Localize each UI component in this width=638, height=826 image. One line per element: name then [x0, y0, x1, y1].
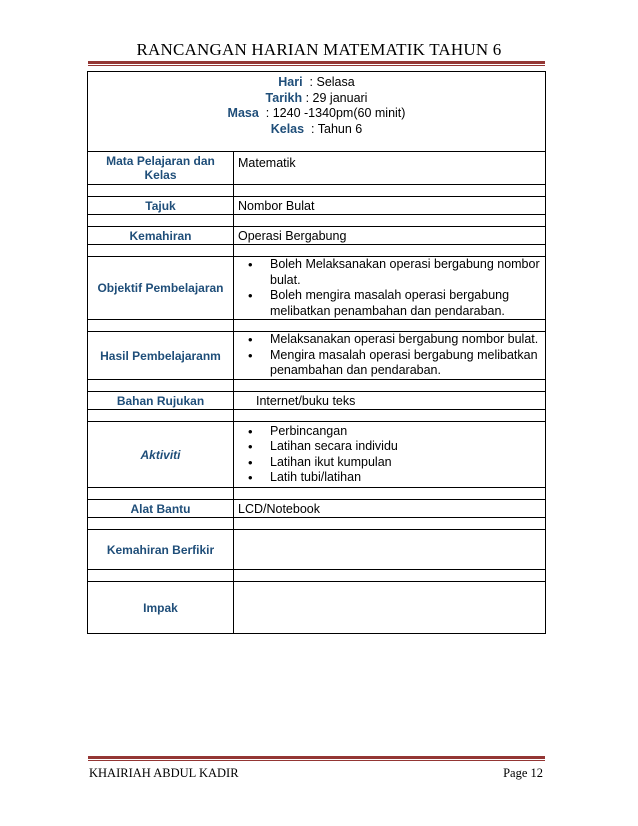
kelas-label: Kelas	[270, 121, 305, 136]
aktiviti-row	[88, 422, 546, 488]
footer-divider-thin	[88, 760, 545, 761]
objektif-row	[88, 257, 546, 320]
berfikir-label: Kemahiran Berfikir	[88, 530, 234, 570]
aktiviti-list	[238, 424, 541, 486]
hari-label: Hari	[278, 75, 303, 89]
masa-label: Masa	[227, 106, 259, 120]
impak-label: Impak	[88, 582, 234, 634]
kemahiran-row	[88, 227, 546, 245]
objektif-value	[234, 257, 546, 320]
footer-divider	[88, 756, 545, 759]
spacer-row	[88, 488, 546, 500]
spacer-row	[88, 215, 546, 227]
bahan-value: Internet/buku teks	[234, 392, 546, 410]
bahan-label: Bahan Rujukan	[88, 392, 234, 410]
berfikir-value	[234, 530, 546, 570]
kemahiran-value: Operasi Bergabung	[234, 227, 546, 245]
spacer-row	[88, 410, 546, 422]
lesson-plan-table	[87, 71, 546, 634]
alat-value: LCD/Notebook	[234, 500, 546, 518]
hari-value: : Selasa	[309, 75, 355, 89]
document-title: RANCANGAN HARIAN MATEMATIK TAHUN 6	[136, 40, 502, 59]
list-item: • Latihan secara individu	[260, 439, 541, 455]
tarikh-value: : 29 januari	[305, 90, 368, 105]
spacer-row	[88, 518, 546, 530]
berfikir-row	[88, 530, 546, 570]
title-divider-thin	[88, 65, 545, 66]
tarikh-label: Tarikh	[265, 90, 303, 105]
list-item: • Boleh mengira masalah operasi bergabung melibatkan penambahan dan pendaraban.	[260, 288, 541, 319]
footer-author: KHAIRIAH ABDUL KADIR	[89, 766, 239, 780]
objektif-label: Objektif Pembelajaran	[88, 257, 234, 320]
footer-page-number: Page 12	[503, 766, 543, 780]
impak-row	[88, 582, 546, 634]
aktiviti-label: Aktiviti	[88, 422, 234, 488]
alat-row	[88, 500, 546, 518]
tajuk-label: Tajuk	[88, 197, 234, 215]
tajuk-value: Nombor Bulat	[234, 197, 546, 215]
list-item: • Melaksanakan operasi bergabung nombor bulat.	[260, 332, 541, 348]
lesson-info-row	[88, 72, 546, 152]
list-item: • Perbincangan	[260, 424, 541, 440]
list-item: • Mengira masalah operasi bergabung melibatkan penambahan dan pendaraban.	[260, 348, 541, 379]
bahan-row	[88, 392, 546, 410]
spacer-row	[88, 185, 546, 197]
subject-label: Mata Pelajaran dan Kelas	[88, 152, 234, 185]
objektif-list	[238, 257, 541, 319]
subject-row	[88, 152, 546, 185]
lesson-info-cell	[88, 72, 546, 152]
alat-label: Alat Bantu	[88, 500, 234, 518]
aktiviti-value	[234, 422, 546, 488]
kemahiran-label: Kemahiran	[88, 227, 234, 245]
hasil-value	[234, 332, 546, 380]
title-divider	[88, 61, 545, 64]
impak-value	[234, 582, 546, 634]
masa-value: : 1240 -1340pm(60 minit)	[265, 106, 406, 120]
tajuk-row	[88, 197, 546, 215]
list-item: • Boleh Melaksanakan operasi bergabung nombor bulat.	[260, 257, 541, 288]
hasil-list	[238, 332, 541, 379]
subject-value: Matematik	[234, 152, 546, 185]
list-item: • Latihan ikut kumpulan	[260, 455, 541, 471]
spacer-row	[88, 320, 546, 332]
hasil-row	[88, 332, 546, 380]
spacer-row	[88, 380, 546, 392]
spacer-row	[88, 570, 546, 582]
kelas-value: : Tahun 6	[311, 121, 363, 136]
hasil-label: Hasil Pembelajaranm	[88, 332, 234, 380]
list-item: • Latih tubi/latihan	[260, 470, 541, 486]
spacer-row	[88, 245, 546, 257]
